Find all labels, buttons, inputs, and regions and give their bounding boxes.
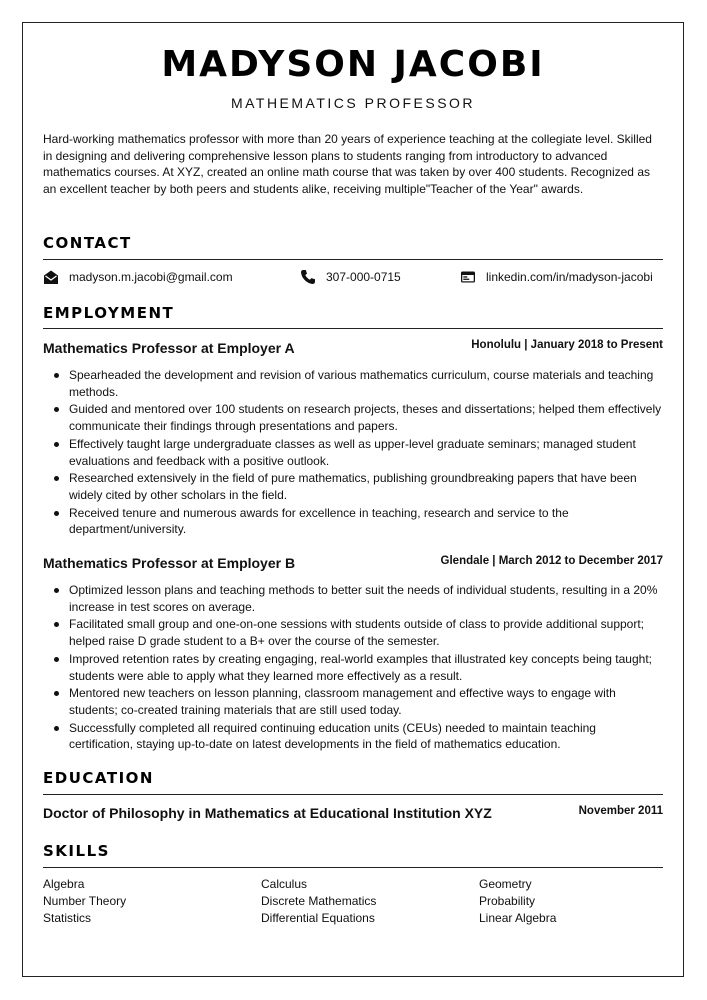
- list-item: Guided and mentored over 100 students on research projects, theses and dissertations; helped them effectively communicate their findings through presentations and papers.: [43, 401, 663, 434]
- skills-grid: [43, 876, 663, 927]
- employment-divider: [43, 328, 663, 329]
- phone-text: 307-000-0715: [326, 270, 401, 284]
- list-item: Improved retention rates by creating engaging, real-world examples that illustrated key concepts being taught; students were able to apply what they learned more effectively as a result.: [43, 651, 663, 684]
- skill-item: Probability: [479, 894, 536, 908]
- list-item: Spearheaded the development and revision of various mathematics curriculum, course materials and teaching methods.: [43, 367, 663, 400]
- list-item: Mentored new teachers on lesson planning, classroom management and effective ways to engage with students; co-created training materials that are still used today.: [43, 685, 663, 718]
- contact-divider: [43, 259, 663, 260]
- skills-divider: [43, 867, 663, 868]
- job-meta-employer-b: Glendale | March 2012 to December 2017: [440, 555, 663, 567]
- contact-linkedin[interactable]: [460, 267, 653, 287]
- job-title-employer-b: Mathematics Professor at Employer B: [43, 555, 296, 571]
- bullets-employer-a: [43, 367, 663, 539]
- envelope-icon: [43, 269, 59, 285]
- job-title-employer-a: Mathematics Professor at Employer A: [43, 340, 295, 356]
- employment-heading: EMPLOYMENT: [43, 304, 175, 322]
- phone-icon: [300, 269, 316, 285]
- education-heading: EDUCATION: [43, 769, 154, 787]
- contact-phone[interactable]: [300, 267, 401, 287]
- candidate-name: MADYSON JACOBI: [161, 44, 545, 85]
- skill-item: Discrete Mathematics: [261, 894, 377, 908]
- list-item: Facilitated small group and one-on-one sessions with students outside of class to provide additional support; helped raise D grade student to a B+ over the course of the semester.: [43, 616, 663, 649]
- list-item: Researched extensively in the field of pure mathematics, publishing groundbreaking papers that have been widely cited by other scholars in the field.: [43, 470, 663, 503]
- job-meta-employer-a: Honolulu | January 2018 to Present: [471, 339, 663, 351]
- skill-item: Number Theory: [43, 894, 127, 908]
- id-card-icon: [460, 269, 476, 285]
- skills-heading: SKILLS: [43, 842, 110, 860]
- skill-item: Differential Equations: [261, 911, 375, 925]
- summary-paragraph: Hard-working mathematics professor with more than 20 years of experience teaching at the collegiate level. Skilled in designing and delivering comprehensive lesson plans to students ranging from introductory to advanced mathematics courses. At XYZ, created an online math course that was taken by over 400 students. Recognized as an excellent teacher by both peers and students alike, receiving multiple"Teacher of the Year" awards.: [43, 132, 652, 197]
- skill-item: Calculus: [261, 877, 308, 891]
- linkedin-text: linkedin.com/in/madyson-jacobi: [486, 270, 653, 284]
- skill-item: Geometry: [479, 877, 532, 891]
- candidate-title: MATHEMATICS PROFESSOR: [230, 95, 476, 111]
- contact-heading: CONTACT: [43, 234, 132, 252]
- contact-email[interactable]: [43, 267, 233, 287]
- skill-item: Algebra: [43, 877, 85, 891]
- education-date: November 2011: [578, 805, 663, 817]
- list-item: Successfully completed all required continuing education units (CEUs) needed to maintain teaching certification, staying up-to-date on latest developments in the field of mathematics education.: [43, 720, 663, 753]
- skill-item: Statistics: [43, 911, 92, 925]
- email-text: madyson.m.jacobi@gmail.com: [69, 270, 233, 284]
- skill-item: Linear Algebra: [479, 911, 557, 925]
- bullets-employer-b: [43, 582, 663, 754]
- list-item: Effectively taught large undergraduate classes as well as upper-level graduate seminars; managed student evaluations and feedback with a positive outlook.: [43, 436, 663, 469]
- education-divider: [43, 794, 663, 795]
- list-item: Received tenure and numerous awards for excellence in teaching, research and service to the department/university.: [43, 505, 663, 538]
- education-degree: Doctor of Philosophy in Mathematics at Educational Institution XYZ: [43, 805, 492, 821]
- list-item: Optimized lesson plans and teaching methods to better suit the needs of individual students, resulting in a 20% increase in test scores on average.: [43, 582, 663, 615]
